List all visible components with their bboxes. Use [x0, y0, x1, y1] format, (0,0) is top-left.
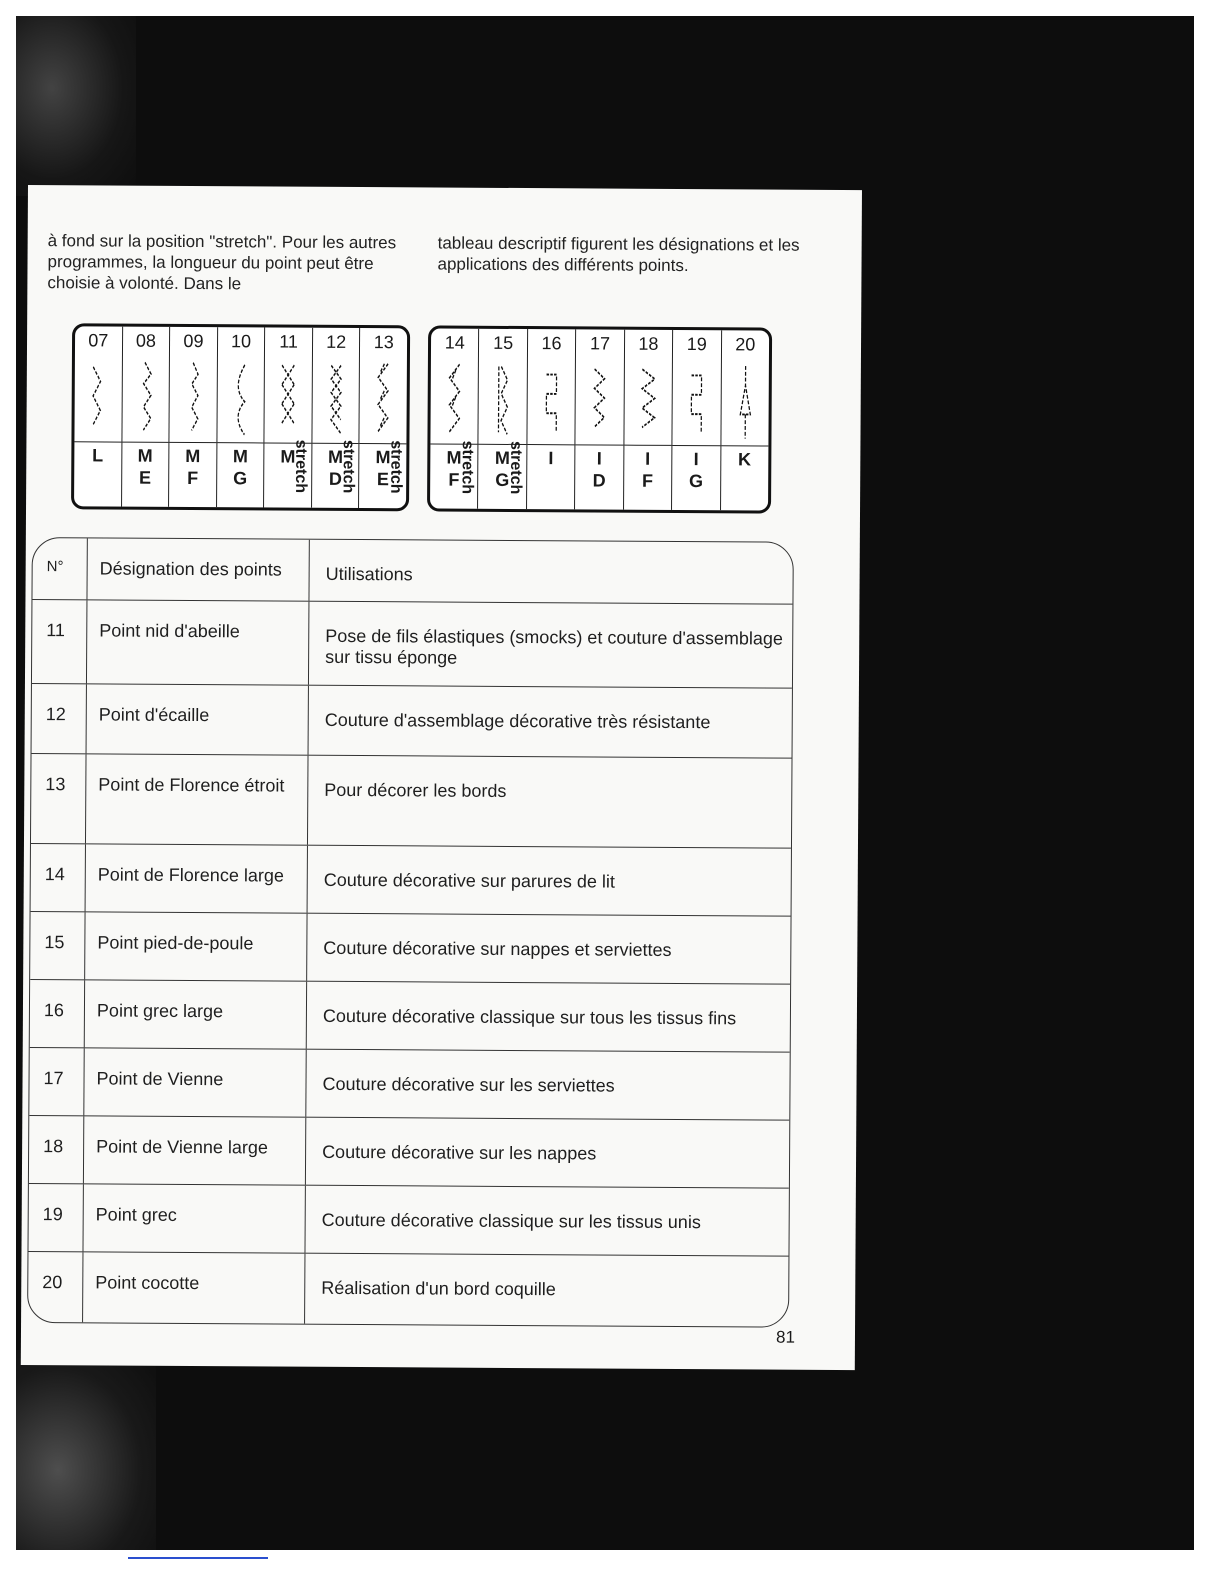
stretch-label: stretch — [339, 439, 357, 494]
stitch-number: 12 — [326, 331, 347, 352]
stitch-code: M — [375, 447, 391, 468]
stitch-number: 10 — [230, 331, 252, 352]
stitch-codes — [92, 444, 103, 466]
stitch-codes — [689, 448, 703, 492]
stitch-number: 15 — [493, 332, 514, 353]
header-designation: Désignation des points — [87, 538, 309, 600]
stitch-codes — [593, 447, 606, 491]
stitch-cell-18 — [624, 330, 674, 510]
row-designation: Point de Vienne large — [84, 1116, 306, 1184]
row-designation: Point nid d'abeille — [87, 600, 310, 684]
stitch-codes — [185, 445, 200, 489]
stitch-number: 07 — [88, 330, 109, 351]
row-use: Couture décorative sur nappes et serviettes — [323, 937, 672, 960]
row-use: Couture décorative classique sur tous les tissus fins — [322, 1005, 737, 1029]
row-use: Pose de fils élastiques (smocks) et couture d'assemblage sur tissu éponge — [325, 625, 783, 668]
table-row — [29, 1116, 789, 1189]
stitch-cell-11 — [264, 327, 313, 507]
row-no: 11 — [32, 600, 88, 683]
row-use: Couture décorative sur parures de lit — [323, 869, 615, 892]
table-row — [28, 1184, 788, 1257]
stitch-number: 14 — [444, 332, 465, 353]
stitch-cell-14 — [430, 328, 480, 508]
stitch-pattern-icon — [170, 353, 217, 443]
stitch-cell-12 — [312, 328, 361, 508]
stitch-code: M — [446, 447, 462, 468]
table-row — [30, 980, 790, 1053]
stitch-number: 20 — [735, 334, 756, 355]
stitch-code: G — [688, 471, 704, 492]
stitch-codes — [738, 448, 751, 470]
stitch-code: E — [138, 467, 152, 488]
stitch-cell-13 — [360, 328, 408, 508]
stitch-code: F — [187, 467, 199, 489]
row-no: 14 — [31, 844, 86, 911]
row-designation: Point grec — [83, 1184, 305, 1252]
stitch-pattern-icon — [721, 356, 769, 446]
stretch-label: stretch — [387, 440, 405, 494]
stitch-pattern-icon — [74, 352, 121, 442]
row-use: Couture décorative sur les serviettes — [322, 1073, 615, 1096]
row-designation: Point de Vienne — [84, 1048, 306, 1116]
row-no: 20 — [28, 1252, 83, 1322]
stitch-number: 08 — [135, 330, 156, 351]
table-row — [31, 754, 792, 849]
stitch-code: E — [376, 469, 390, 490]
stitch-cell-08 — [122, 327, 171, 507]
stitch-number: 09 — [183, 330, 204, 352]
stitch-pattern-icon — [122, 353, 169, 443]
stitch-code: D — [328, 468, 342, 489]
stitch-cell-19 — [672, 330, 722, 510]
stretch-label: stretch — [458, 440, 476, 495]
stitch-pattern-icon — [527, 355, 575, 445]
stitch-code: M — [185, 445, 201, 467]
stitch-cell-09 — [169, 327, 218, 507]
stitch-number: 17 — [589, 333, 611, 354]
stitch-cell-16 — [527, 329, 577, 509]
row-no: 18 — [29, 1116, 84, 1183]
row-no: 19 — [28, 1184, 83, 1251]
row-no: 17 — [29, 1048, 84, 1115]
page-number: 81 — [775, 1327, 796, 1347]
table-row — [31, 844, 791, 917]
table-row — [32, 600, 792, 689]
stitch-codes — [548, 447, 553, 469]
stretch-label: stretch — [506, 440, 525, 495]
stitch-cell-17 — [575, 329, 625, 509]
header-use: Utilisations — [325, 563, 413, 585]
stitch-code: M — [494, 447, 511, 468]
stitch-pattern-icon — [479, 355, 527, 445]
stitch-pattern-icon — [217, 353, 264, 443]
stitch-pattern-icon — [624, 356, 672, 446]
table-row — [28, 1252, 788, 1327]
manual-page — [21, 185, 862, 1370]
row-use: Pour décorer les bords — [324, 779, 507, 801]
stitch-pattern-icon — [265, 353, 312, 443]
row-designation: Point de Florence large — [86, 844, 308, 912]
row-designation: Point grec large — [85, 980, 307, 1048]
stitch-pattern-icon — [673, 356, 721, 446]
row-designation: Point cocotte — [83, 1252, 305, 1323]
table-row — [29, 1048, 789, 1121]
stretch-label: stretch — [292, 439, 310, 494]
stitch-code: L — [92, 445, 104, 466]
stitch-code: I — [596, 448, 602, 469]
stitch-code: M — [327, 446, 344, 467]
stitch-code: G — [233, 468, 248, 489]
stitch-code: F — [448, 469, 460, 490]
intro-text-right: tableau descriptif figurent les désignations et les applications des différents points. — [437, 233, 800, 276]
stitch-panel-2 — [427, 325, 772, 513]
stitch-number: 11 — [279, 331, 299, 352]
stitch-cell-10 — [217, 327, 266, 507]
row-no: 13 — [31, 754, 87, 843]
stitch-code: D — [592, 470, 606, 491]
row-use: Couture d'assemblage décorative très résistante — [324, 709, 711, 733]
stitch-pattern-icon — [576, 355, 624, 445]
stitch-pattern-icon — [312, 354, 359, 444]
stitch-code: I — [693, 449, 699, 470]
scan-mark — [128, 1557, 268, 1559]
stitch-code: G — [495, 469, 510, 490]
stitch-number: 16 — [541, 333, 562, 354]
stitch-code: F — [642, 470, 654, 491]
stitch-code: I — [645, 448, 651, 469]
stitch-pattern-icon — [360, 354, 407, 444]
stitch-codes — [138, 445, 153, 489]
stitch-cell-20 — [721, 330, 770, 510]
stitch-cell-15 — [478, 329, 528, 509]
stitch-number: 13 — [373, 332, 394, 353]
stitch-code: M — [232, 446, 248, 467]
table-row — [32, 684, 792, 759]
intro-text-left: à fond sur la position "stretch". Pour les autres programmes, la longueur du point peut être choisie à volonté. Dans le — [47, 231, 397, 294]
stitch-codes — [642, 448, 653, 492]
table-header-row — [32, 538, 792, 605]
row-designation: Point de Florence étroit — [86, 754, 309, 844]
stitch-panel-1 — [71, 323, 410, 511]
stitch-number: 19 — [686, 334, 707, 355]
header-no: N° — [32, 538, 87, 599]
stitch-pattern-icon — [430, 354, 478, 444]
stitch-number: 18 — [638, 333, 659, 354]
table-row — [30, 912, 790, 985]
row-no: 12 — [32, 684, 87, 753]
row-designation: Point d'écaille — [87, 684, 309, 754]
stitch-codes — [233, 445, 248, 489]
row-designation: Point pied-de-poule — [85, 912, 307, 980]
stitch-code: I — [548, 448, 554, 469]
row-use: Couture décorative classique sur les tissus unis — [321, 1209, 701, 1233]
stitch-table — [27, 537, 794, 1328]
stitch-cell-07 — [74, 326, 123, 506]
row-use: Réalisation d'un bord coquille — [321, 1277, 556, 1300]
row-no: 15 — [30, 912, 85, 979]
stitch-code: K — [738, 449, 752, 470]
stitch-code: M — [137, 445, 153, 466]
row-no: 16 — [30, 980, 85, 1047]
row-use: Couture décorative sur les nappes — [322, 1141, 597, 1164]
stitch-code: M — [280, 446, 296, 467]
